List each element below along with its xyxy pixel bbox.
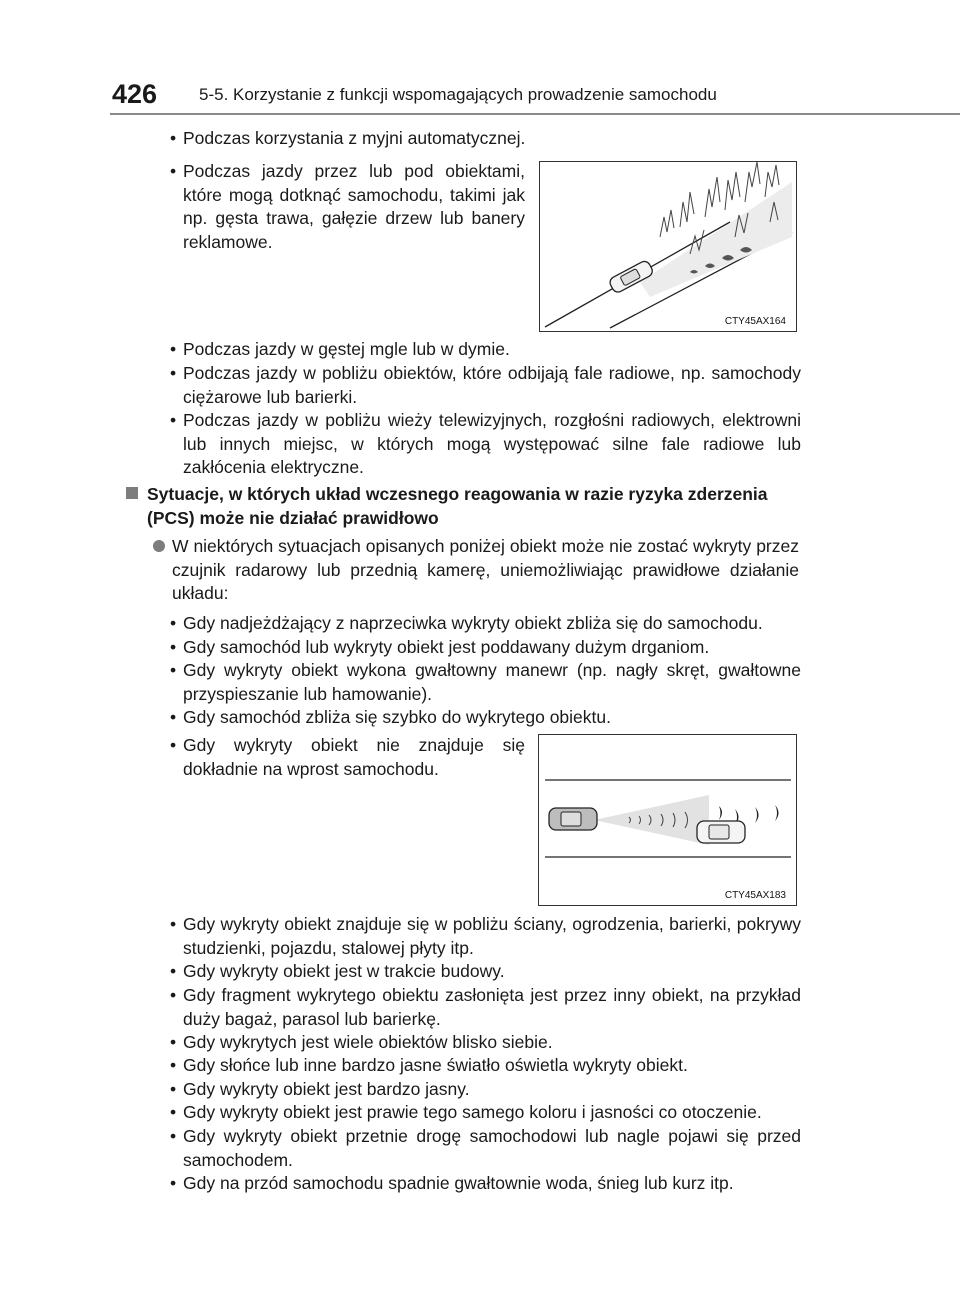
bullet-item: • Podczas jazdy przez lub pod obiektami, które mogą dotknąć samochodu, takimi jak np. gęsta trawa, gałęzie drzew lub banery reklamowe. xyxy=(183,160,525,254)
bullet-item: • Gdy wykryty obiekt przetnie drogę samochodowi lub nagle pojawi się przed samochodem. xyxy=(183,1125,801,1172)
section-title: 5-5. Korzystanie z funkcji wspomagających prowadzenie samochodu xyxy=(199,85,717,104)
bullet-item: • Gdy wykryty obiekt nie znajduje się dokładnie na wprost samochodu. xyxy=(183,734,525,781)
bullet-item: • Gdy samochód zbliża się szybko do wykrytego obiektu. xyxy=(183,706,801,730)
bullet-item: • Gdy fragment wykrytego obiektu zasłonięta jest przez inny obiekt, na przykład duży bagaż, parasol lub barierkę. xyxy=(183,984,801,1031)
circle-bullet-icon xyxy=(153,540,165,552)
figure-offset-object xyxy=(538,734,797,906)
header-divider xyxy=(110,113,960,115)
vegetation-illustration xyxy=(540,162,796,331)
square-bullet-icon xyxy=(126,487,138,499)
bullet-item: • Gdy wykryty obiekt jest prawie tego samego koloru i jasności co otoczenie. xyxy=(183,1101,801,1125)
bullet-item: • Gdy wykryty obiekt jest bardzo jasny. xyxy=(183,1078,801,1102)
bullet-item: • Gdy na przód samochodu spadnie gwałtownie woda, śnieg lub kurz itp. xyxy=(183,1172,801,1196)
bullet-item: • Podczas korzystania z myjni automatycznej. xyxy=(183,127,801,151)
figure-code: CTY45AX183 xyxy=(724,890,786,901)
bullet-item: • Podczas jazdy w pobliżu wieży telewizyjnych, rozgłośni radiowych, elektrowni lub innych miejsc, w których mogą występować silne fale radiowe lub zakłócenia elektryczne. xyxy=(183,409,801,480)
section-intro: W niektórych sytuacjach opisanych poniżej obiekt może nie zostać wykryty przez czujnik radarowy lub przednią kamerę, uniemożliwiając prawidłowe działanie układu: xyxy=(172,536,799,603)
bullet-item: • Gdy słońce lub inne bardzo jasne światło oświetla wykryty obiekt. xyxy=(183,1054,801,1078)
bullet-item: • Podczas jazdy w pobliżu obiektów, które odbijają fale radiowe, np. samochody ciężarowe lub barierki. xyxy=(183,362,801,409)
page-number: 426 xyxy=(112,79,158,109)
bullet-item: • Gdy wykryty obiekt znajduje się w pobliżu ściany, ogrodzenia, barierki, pokrywy studzienki, pojazdu, stalowej płyty itp. xyxy=(183,913,801,960)
bullet-item: • Gdy nadjeżdżający z naprzeciwka wykryty obiekt zbliża się do samochodu. xyxy=(183,612,801,636)
bullet-item: • Gdy wykryty obiekt wykona gwałtowny manewr (np. nagły skręt, gwałtowne przyspieszanie lub hamowanie). xyxy=(183,659,801,706)
bullet-item: • Gdy wykrytych jest wiele obiektów blisko siebie. xyxy=(183,1031,801,1055)
figure-vegetation xyxy=(539,161,797,332)
section-heading: Sytuacje, w których układ wczesnego reagowania w razie ryzyka zderzenia (PCS) może nie działać prawidłowo xyxy=(147,484,768,528)
bullet-item: • Podczas jazdy w gęstej mgle lub w dymie. xyxy=(183,338,801,362)
offset-object-illustration xyxy=(539,735,796,905)
bullet-item: • Gdy wykryty obiekt jest w trakcie budowy. xyxy=(183,960,801,984)
bullet-item: • Gdy samochód lub wykryty obiekt jest poddawany dużym drganiom. xyxy=(183,636,801,660)
figure-code: CTY45AX164 xyxy=(724,316,786,327)
